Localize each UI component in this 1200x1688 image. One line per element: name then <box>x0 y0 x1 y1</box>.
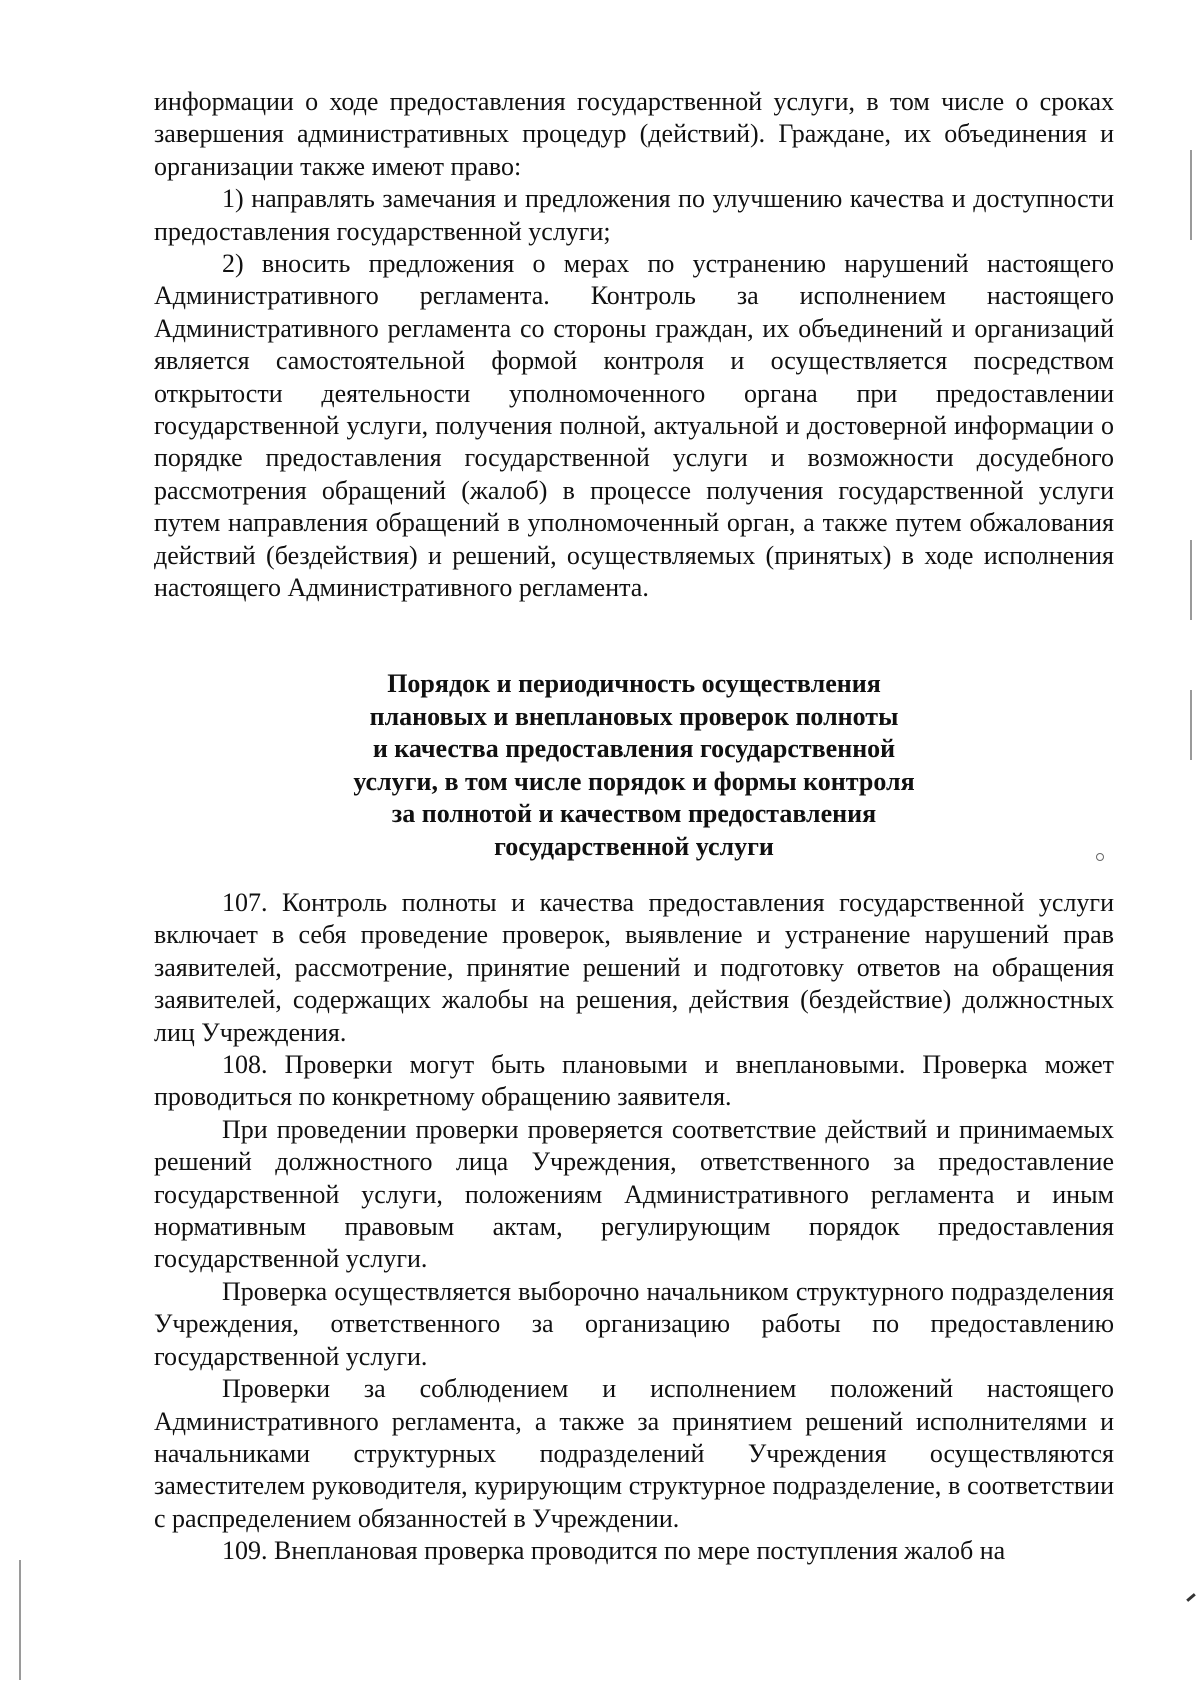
section-body-bottom <box>154 887 1114 1568</box>
heading-line-6: государственной услуги <box>494 831 774 861</box>
scan-speck-tick <box>1186 1593 1196 1602</box>
section-heading <box>154 668 1114 863</box>
paragraph-item-1: 1) направлять замечания и предложения по улучшению качества и доступности предоставления государственной услуги; <box>154 184 1114 246</box>
heading-line-5: за полнотой и качеством предоставления <box>391 799 877 828</box>
scan-edge-mark-1 <box>1190 150 1192 240</box>
heading-line-1: Порядок и периодичность осуществления <box>387 669 881 698</box>
scan-edge-mark-2 <box>1190 540 1192 620</box>
paragraph-item-2: 2) вносить предложения о мерах по устранению нарушений настоящего Административного регламента. Контроль за исполнением настоящего Административного регламента со стороны граждан, их объединений и организаций является самостоятельной формой контроля и осуществляется посредством открытости деятельности уполномоченного органа при предоставлении государственной услуги, получения полной, актуальной и достоверной информации о порядке предоставления государственной услуги и возможности досудебного рассмотрения обращений (жалоб) в процессе получения государственной услуги путем направления обращений в уполномоченный орган, а также путем обжалования действий (бездействия) и решений, осуществляемых (принятых) в ходе исполнения настоящего Административного регламента. <box>154 249 1114 603</box>
heading-line-4: услуги, в том числе порядок и формы контроля <box>353 766 915 796</box>
paragraph-108-check: При проведении проверки проверяется соответствие действий и принимаемых решений должностного лица Учреждения, ответственного за предоставление государственной услуги, положениям Административного регламента и иным нормативным правовым актам, регулирующим порядок предоставления государственной услуги. <box>154 1114 1114 1274</box>
scan-speck-dot <box>1096 853 1104 861</box>
paragraph-continuation: информации о ходе предоставления государственной услуги, в том числе о сроках завершения административных процедур (действий). Граждане, их объединения и организации также имеют право: <box>154 87 1114 181</box>
scan-edge-mark-4 <box>19 1560 21 1680</box>
heading-line-3: и качества предоставления государственной <box>372 734 896 763</box>
paragraph-108-oversight: Проверки за соблюдением и исполнением положений настоящего Административного регламента, а также за принятием решений исполнителями и начальниками структурных подразделений Учреждения осуществляются заместителем руководителя, курирующим структурное подразделение, в соответствии с распределением обязанностей в Учреждении. <box>154 1374 1114 1533</box>
paragraph-108-selective: Проверка осуществляется выборочно начальником структурного подразделения Учреждения, ответственного за организацию работы по предоставлению государственной услуги. <box>154 1276 1114 1371</box>
paragraph-107: 107. Контроль полноты и качества предоставления государственной услуги включает в себя проведение проверок, выявление и устранение нарушений прав заявителей, рассмотрение, принятие решений и подготовку ответов на обращения заявителей, содержащих жалобы на решения, действия (бездействие) должностных лиц Учреждения. <box>154 888 1114 1047</box>
heading-line-2: плановых и внеплановых проверок полноты <box>369 701 899 731</box>
scan-edge-mark-3 <box>1190 690 1192 760</box>
paragraph-108: 108. Проверки могут быть плановыми и внеплановыми. Проверка может проводиться по конкретному обращению заявителя. <box>154 1050 1114 1112</box>
section-body-top <box>154 86 1114 605</box>
paragraph-109: 109. Внеплановая проверка проводится по мере поступления жалоб на <box>222 1536 1006 1566</box>
